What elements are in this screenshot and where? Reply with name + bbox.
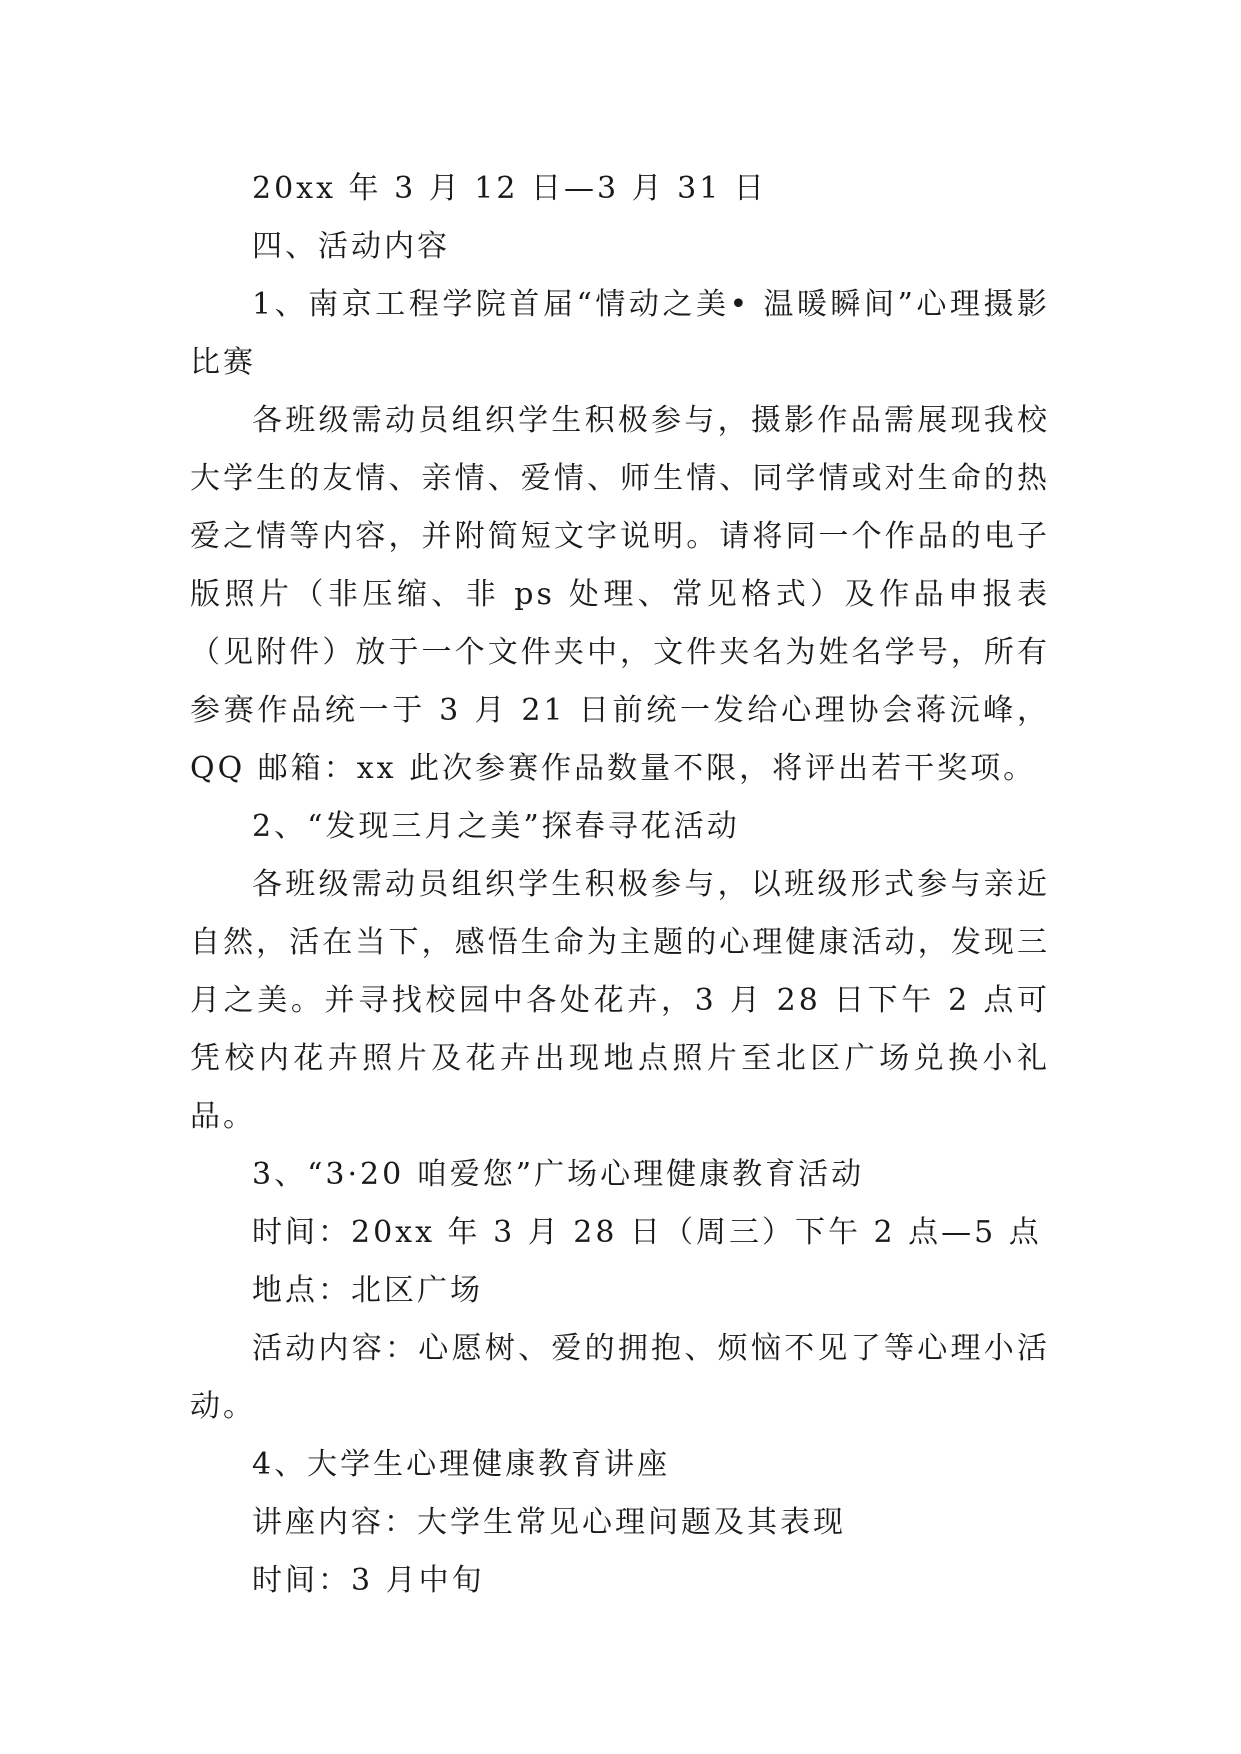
item-4-heading: 4、大学生心理健康教育讲座 — [252, 1447, 671, 1482]
item-3-place: 地点：北区广场 — [252, 1273, 483, 1308]
item-4-time: 时间：3 月中旬 — [252, 1563, 485, 1598]
item-3-time: 时间：20xx 年 3 月 28 日（周三）下午 2 点—5 点 — [252, 1215, 1042, 1250]
date-range-text: 20xx 年 3 月 12 日—3 月 31 日 — [252, 171, 767, 206]
document-body — [190, 160, 1050, 1610]
section-heading: 四、活动内容 — [252, 229, 450, 264]
item-1-body: 各班级需动员组织学生积极参与，摄影作品需展现我校大学生的友情、亲情、爱情、师生情、同学情或对生命的热爱之情等内容，并附简短文字说明。请将同一个作品的电子版照片（非压缩、非 ps 处理、常见格式）及作品申报表（见附件）放于一个文件夹中，文件夹名为姓名学号，所有参赛作品统一于 3 月 21 日前统一发给心理协会蒋沅峰，QQ 邮箱：xx 此次参赛作品数量不限，将评出若干奖项。 — [190, 403, 1050, 786]
item-3-heading: 3、“3·20 咱爱您”广场心理健康教育活动 — [252, 1157, 865, 1192]
item-3-content: 活动内容：心愿树、爱的拥抱、烦恼不见了等心理小活动。 — [190, 1331, 1050, 1424]
item-2-heading: 2、“发现三月之美”探春寻花活动 — [252, 809, 740, 844]
item-1-heading: 1、南京工程学院首届“情动之美• 温暖瞬间”心理摄影比赛 — [190, 287, 1050, 380]
item-2-body: 各班级需动员组织学生积极参与，以班级形式参与亲近自然，活在当下，感悟生命为主题的心理健康活动，发现三月之美。并寻找校园中各处花卉，3 月 28 日下午 2 点可凭校内花卉照片及花卉出现地点照片至北区广场兑换小礼品。 — [190, 867, 1050, 1134]
item-4-content: 讲座内容：大学生常见心理问题及其表现 — [252, 1505, 846, 1540]
